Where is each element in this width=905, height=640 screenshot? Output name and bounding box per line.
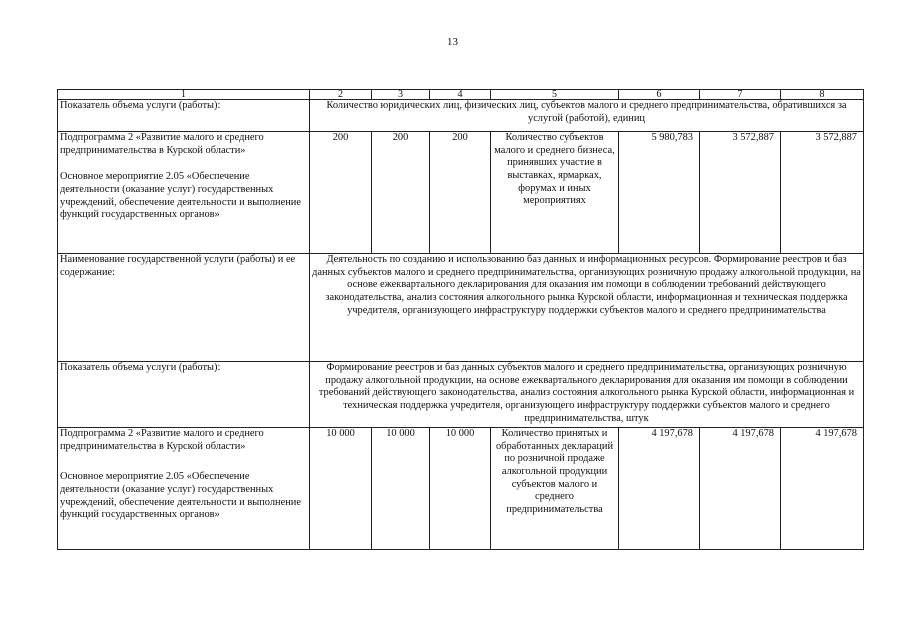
subprogram-cell-2 (58, 428, 310, 550)
value2-col3: 10 000 (372, 428, 430, 550)
indicator-value-2-text: Формирование реестров и баз данных субъектов малого и среднего предпринимательства, организующих розничную продажу алкогольной продукции, на основе ежеквартального декларирования для оказания им помощи в соблюдении требований действующего законодательства, анализ состояния алкогольного рынка Курской области, информационная и техническая поддержка учредителя, организующего инфраструктуру поддержки субъектов малого и среднего предпринимательства, штук (318, 362, 855, 424)
column-number: 7 (700, 90, 781, 100)
value2-col7: 4 197,678 (700, 428, 781, 550)
value-col4: 200 (430, 132, 491, 254)
value-col5: Количество субъектов малого и среднего бизнеса, принявших участие в выставках, ярмарках, форумах и иных мероприятиях (491, 132, 619, 254)
page-number: 13 (447, 36, 458, 48)
indicator-label-2: Показатель объема услуги (работы): (58, 362, 310, 428)
value2-col6: 4 197,678 (619, 428, 700, 550)
value-col3: 200 (372, 132, 430, 254)
subprogram-cell (58, 132, 310, 254)
measure-name: Основное мероприятие 2.05 «Обеспечение деятельности (оказание услуг) государственных учреждений, обеспечение деятельности и выполнение функций государственных органов» (60, 171, 301, 221)
service-value: Деятельность по созданию и использованию баз данных и информационных ресурсов. Формирование реестров и баз данных субъектов малого и среднего предпринимательства, организующих розничную продажу алкогольной продукции, на основе ежеквартального декларирования для оказания им помощи в соблюдении требований действующего законодательства, анализ состояния алкогольного рынка Курской области, информационная и техническая поддержка учредителя, организующего инфраструктуру поддержки субъектов малого и среднего предпринимательства (310, 254, 864, 362)
service-row (58, 254, 864, 362)
value-col7: 3 572,887 (700, 132, 781, 254)
service-table (57, 89, 864, 550)
value-col2: 200 (310, 132, 372, 254)
subprogram-row-2 (58, 428, 864, 550)
value-col8: 3 572,887 (781, 132, 864, 254)
value2-col2: 10 000 (310, 428, 372, 550)
column-number: 5 (491, 90, 619, 100)
value-col6: 5 980,783 (619, 132, 700, 254)
column-number: 8 (781, 90, 864, 100)
subprogram-name: Подпрограмма 2 «Развитие малого и среднего предпринимательства в Курской области» (60, 132, 264, 156)
subprogram-row (58, 132, 864, 254)
column-number: 6 (619, 90, 700, 100)
column-number: 4 (430, 90, 491, 100)
service-label: Наименование государственной услуги (работы) и ее содержание: (58, 254, 310, 362)
column-number-row (58, 90, 864, 100)
value2-col5: Количество принятых и обработанных деклараций по розничной продаже алкогольной продукции субъектов малого и среднего предпринимательства (491, 428, 619, 550)
measure-name-2: Основное мероприятие 2.05 «Обеспечение деятельности (оказание услуг) государственных учреждений, обеспечение деятельности и выполнение функций государственных органов» (60, 471, 301, 521)
value2-col8: 4 197,678 (781, 428, 864, 550)
value2-col4: 10 000 (430, 428, 491, 550)
indicator-value-2 (310, 362, 864, 428)
indicator-row-2 (58, 362, 864, 428)
column-number: 2 (310, 90, 372, 100)
indicator-label: Показатель объема услуги (работы): (58, 100, 310, 132)
subprogram-name-2: Подпрограмма 2 «Развитие малого и среднего предпринимательства в Курской области» (60, 428, 264, 452)
column-number: 1 (58, 90, 310, 100)
column-number: 3 (372, 90, 430, 100)
indicator-row (58, 100, 864, 132)
indicator-value: Количество юридических лиц, физических лиц, субъектов малого и среднего предпринимательства, обратившихся за услугой (работой), единиц (310, 100, 864, 132)
